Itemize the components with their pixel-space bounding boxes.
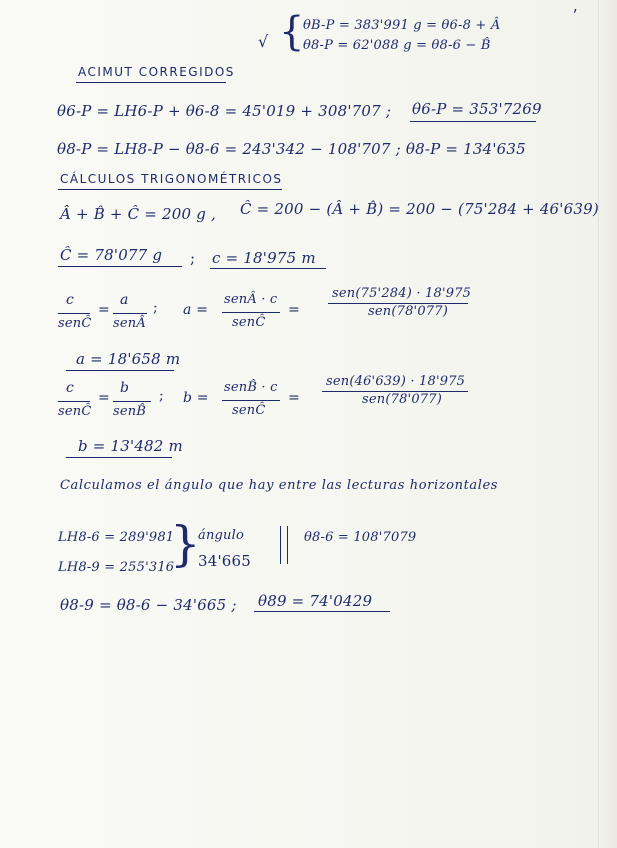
b-result: b = 13'482 m — [78, 437, 183, 455]
frac-bar — [113, 313, 147, 314]
sine-b-numerator: sen(46'639) · 18'975 — [326, 374, 466, 389]
frac-bar — [58, 401, 90, 402]
separator: ; — [153, 300, 158, 316]
c-angle-underline — [58, 266, 182, 267]
frac-bar — [113, 401, 151, 402]
frac-senC-den: senĈ — [232, 403, 266, 418]
angles-sum: Â + B̂ + Ĉ = 200 g , — [60, 205, 216, 223]
frac-senB-c: senB̂ · c — [224, 380, 278, 395]
c-side-result: c = 18'975 m — [212, 249, 316, 267]
margin-mark: ʼ — [572, 6, 578, 25]
lh-8-6: LH8-6 = 289'981 — [58, 530, 175, 545]
theta-8-6: θ8-6 = 108'7079 — [304, 530, 417, 545]
equals: = — [98, 390, 110, 406]
frac-c-num: c — [66, 292, 75, 308]
equals: = — [98, 302, 110, 318]
c-angle-result: Ĉ = 78'077 g — [60, 246, 163, 264]
acimut-heading: ACIMUT CORREGIDOS — [78, 65, 235, 79]
final-equation: θ8-9 = θ8-6 − 34'665 ; — [60, 596, 237, 614]
sine-b-denominator: sen(78'077) — [362, 392, 443, 407]
a-result: a = 18'658 m — [76, 350, 181, 368]
angle-intro: Calculamos el ángulo que hay entre las lecturas horizontales — [60, 478, 499, 493]
double-bar — [280, 526, 288, 564]
equals: = — [288, 390, 300, 406]
header-line-1: θB-P = 383'991 g = θ6-8 + Â — [303, 18, 501, 33]
angle-value: 34'665 — [198, 552, 252, 570]
calculos-heading: CÁLCULOS TRIGONOMÉTRICOS — [60, 172, 283, 186]
frac-senC-den: senĈ — [58, 404, 92, 419]
acimut-result-1-underline — [410, 121, 536, 122]
acimut-heading-underline — [76, 82, 226, 83]
b-equals: b = — [183, 390, 209, 406]
frac-senA-den: senÂ — [113, 316, 146, 331]
final-result-underline — [254, 611, 390, 612]
left-brace: { — [279, 9, 305, 55]
frac-senC-den: senĈ — [58, 316, 92, 331]
right-brace: } — [170, 516, 201, 572]
sine-a-numerator: sen(75'284) · 18'975 — [332, 286, 472, 301]
lh-8-9: LH8-9 = 255'316 — [58, 560, 175, 575]
separator: ; — [190, 249, 196, 267]
equals: = — [288, 302, 300, 318]
final-result: θ89 = 74'0429 — [258, 592, 373, 610]
frac-c-num: c — [66, 380, 75, 396]
acimut-result-1: θ6-P = 353'7269 — [412, 100, 542, 118]
b-result-underline — [66, 457, 172, 458]
frac-b-num: b — [120, 380, 130, 396]
c-side-underline — [210, 268, 326, 269]
frac-bar — [58, 313, 90, 314]
acimut-line-2: θ8-P = LH8-P − θ8-6 = 243'342 − 108'707 ; θ8-P = 134'635 — [57, 140, 526, 158]
frac-senB-den: senB̂ — [113, 404, 147, 419]
angle-label: ángulo — [198, 528, 245, 543]
sine-a-denominator: sen(78'077) — [368, 304, 449, 319]
check-mark: √ — [258, 32, 269, 51]
a-result-underline — [66, 370, 174, 371]
frac-bar — [222, 312, 280, 313]
separator: ; — [159, 388, 164, 404]
frac-senC-den: senĈ — [232, 315, 266, 330]
a-equals: a = — [183, 302, 209, 318]
calculos-heading-underline — [58, 189, 282, 190]
frac-senA-c: senÂ · c — [224, 292, 278, 307]
acimut-line-1: θ6-P = LH6-P + θ6-8 = 45'019 + 308'707 ; — [57, 102, 392, 120]
frac-a-num: a — [120, 292, 129, 308]
c-angle-expression: Ĉ = 200 − (Â + B̂) = 200 − (75'284 + 46'639) — [240, 200, 599, 218]
frac-bar — [222, 400, 280, 401]
page-edge — [598, 0, 617, 848]
header-line-2: θ8-P = 62'088 g = θ8-6 − B̂ — [303, 38, 491, 53]
